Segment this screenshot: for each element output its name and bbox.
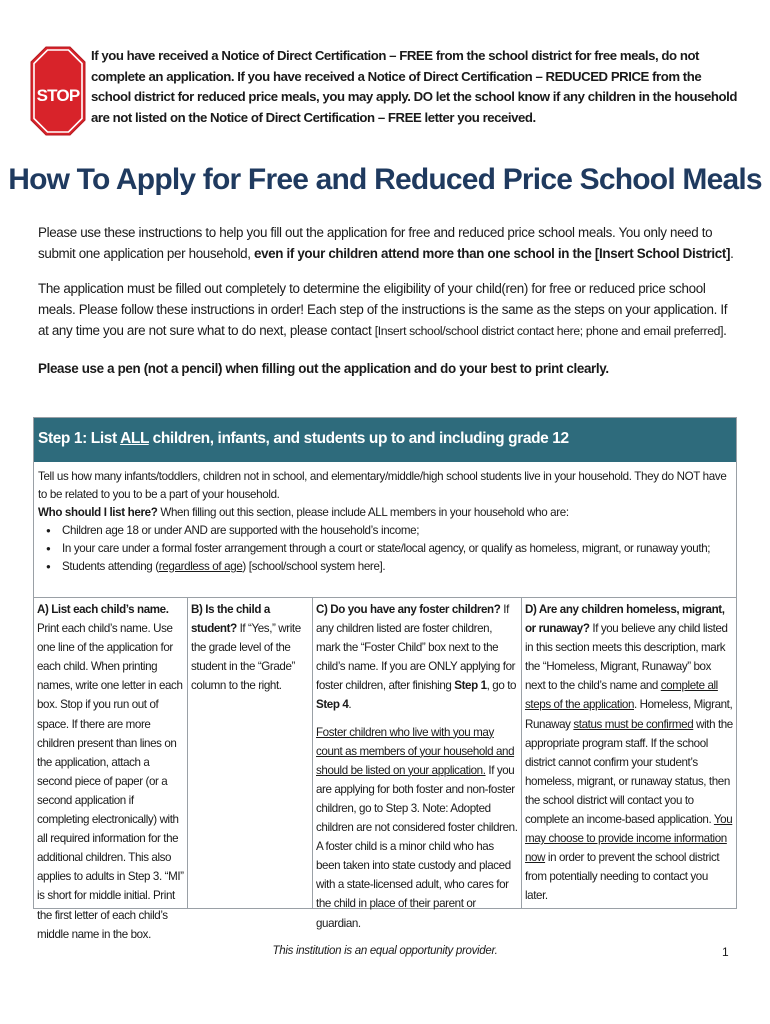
list-item: ● Students attending (regardless of age) [school/school system here]. <box>46 558 732 576</box>
school-district-placeholder: [Insert School District] <box>594 246 731 261</box>
step-1-description <box>34 462 736 576</box>
stop-sign-icon <box>30 45 86 137</box>
column-b-student: B) Is the child a student? If “Yes,” write the grade level of the student in the “Grade” column to the right. <box>188 598 313 909</box>
contact-placeholder: [Insert school/school district contact here; phone and email preferred] <box>374 324 724 338</box>
column-d-homeless: D) Are any children homeless, migrant, or runaway? If you believe any child listed in this section meets this description, mark the “Homeless, Migrant, Runaway” box next to the child’s name and complete all steps of the application. Homeless, Migrant, Runaway status must be confirmed with the appropriate program staff. If the school district cannot confirm your student’s homeless, migrant, or runaway status, then the school district will contact you to complete an income-based application. You may choose to provide income information now in order to prevent the school district from potentially needing to contact you later. <box>525 603 733 903</box>
step-1-header: Step 1: List ALL children, infants, and students up to and including grade 12 <box>34 418 736 462</box>
household-members-list <box>38 522 732 576</box>
intro-paragraph-1: Please use these instructions to help you fill out the application for free and reduced price school meals. You only need to submit one application per household, even if your children attend more than one school in the [Insert School District]. <box>38 225 734 261</box>
equal-opportunity-footer: This institution is an equal opportunity provider. <box>272 945 498 957</box>
intro-paragraph-2: The application must be filled out completely to determine the eligibility of your child(ren) for free or reduced price school meals. Please follow these instructions in order! Each step of the instructions is the same as the steps on your application. If at any time you are not sure what to do next, please contact [Insert school/school district contact here; phone and email preferred]. <box>38 281 728 338</box>
list-item: ● In your care under a formal foster arrangement through a court or state/local agency, or qualify as homeless, migrant, or runaway youth; <box>46 540 732 558</box>
step-1-columns <box>34 597 736 941</box>
column-a-child-name: A) List each child’s name. Print each child’s name. Use one line of the application for each child. When printing names, write one letter in each box. Stop if you run out of space. If there are more children present than lines on the application, attach a second piece of paper (or a second application if completing electronically) with all required information for the additional children. This also applies to adults in Step 3. “MI” is short for middle initial. Print the first letter of each child’s middle name in the box. <box>34 598 188 909</box>
intro-emphasis: even if your children attend more than one school in the <box>253 246 592 261</box>
stop-sign-text: STOP <box>36 86 80 105</box>
page-title: How To Apply for Free and Reduced Price School Meals <box>8 163 762 196</box>
list-item: ● Children age 18 or under AND are supported with the household’s income; <box>46 522 732 540</box>
step-1-section <box>33 417 737 941</box>
page-number: 1 <box>722 945 729 959</box>
who-should-list: Who should I list here? When filling out this section, please include ALL members in your household who are: <box>38 506 569 519</box>
step-1-intro: Tell us how many infants/toddlers, children not in school, and elementary/middle/high school students live in your household. They do NOT have to be related to you to be a part of your household. <box>38 470 727 501</box>
pen-instruction: Please use a pen (not a pencil) when filling out the application and do your best to print clearly. <box>38 361 609 376</box>
column-c-foster: C) Do you have any foster children? If any children listed are foster children, mark the “Foster Child” box next to the child’s name. If you are ONLY applying for foster children, after finishing Step 1, go to Step 4. Foster children who live with you may count as members of your household and should be listed on your application. If you are applying for both foster and non-foster children, go to Step 3. Note: Adopted children are not considered foster children. A foster child is a minor child who has been taken into state custody and placed with a state-licensed adult, who cares for the child in place of their parent or guardian. <box>313 598 522 909</box>
stop-sign <box>30 45 86 137</box>
direct-certification-notice: If you have received a Notice of Direct Certification – FREE from the school district for free meals, do not complete an application. If you have received a Notice of Direct Certification – REDUCED PRICE from the school district for reduced price meals, you may apply. DO let the school know if any children in the household are not listed on the Notice of Direct Certification – FREE letter you received. <box>91 48 737 125</box>
